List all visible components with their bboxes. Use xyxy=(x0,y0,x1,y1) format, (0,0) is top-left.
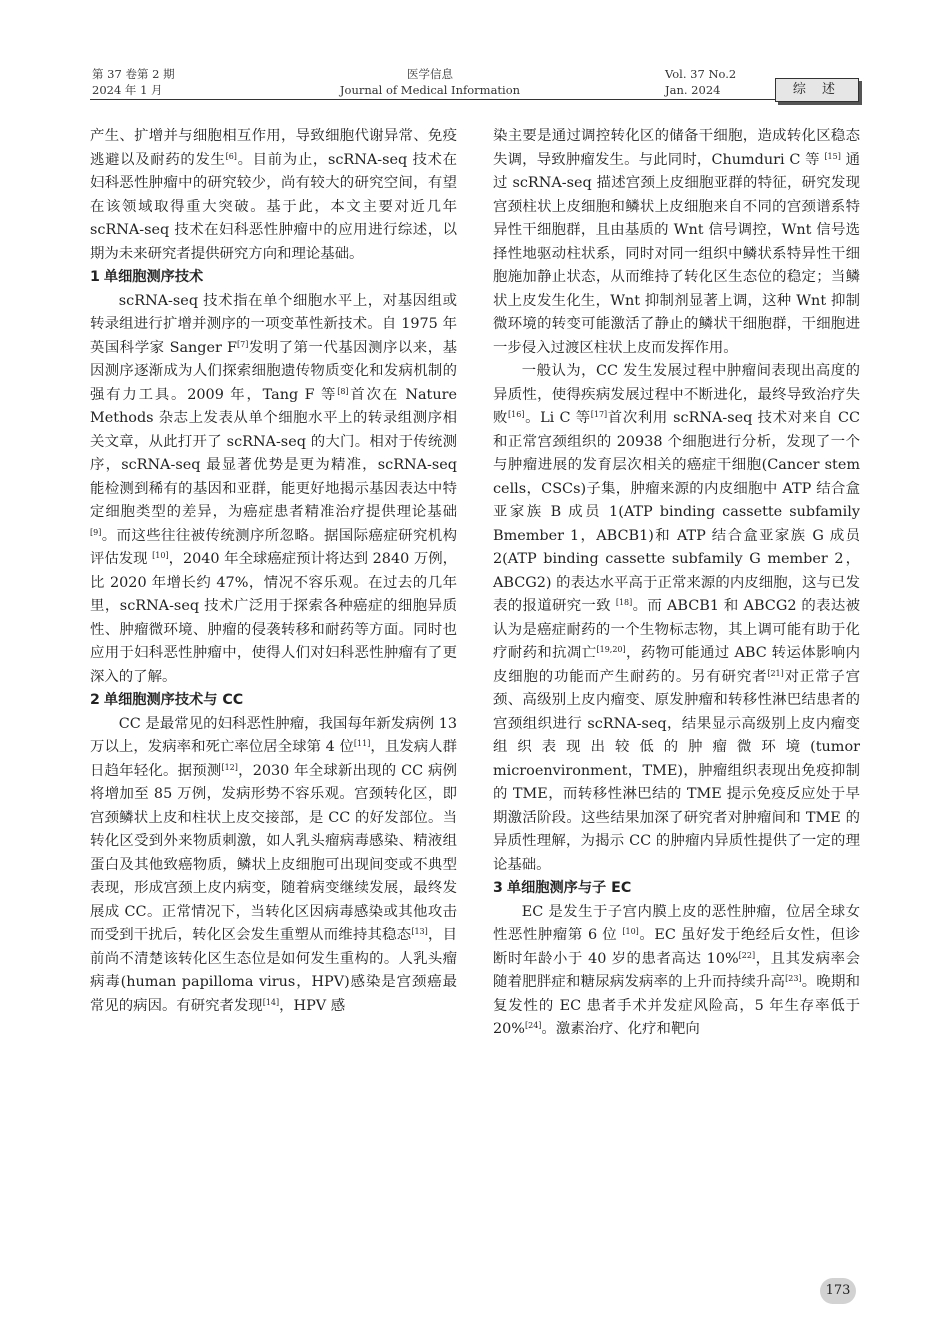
journal-volume-info xyxy=(92,66,175,98)
citation: [11] xyxy=(353,739,371,748)
citation: [10] xyxy=(622,927,639,936)
journal-volume-info-en xyxy=(665,66,736,98)
citation: [21] xyxy=(767,668,784,678)
paragraph: 产生、扩增并与细胞相互作用，导致细胞代谢异常、免疫逃避以及耐药的发生[6]。目前为止，scRNA-seq 技术在妇科恶性肿瘤中的研究较少，尚有较大的研究空间，有望在该领域取得重大突破。基于此，本文主要对近几年 scRNA-seq 技术在妇科恶性肿瘤中的应用进行综述，以期为未来研究者提供研究方向和理论基础。 xyxy=(90,128,457,262)
paragraph: EC 是发生于子宫内膜上皮的恶性肿瘤，位居全球女性恶性肿瘤第 6 位 [10]。EC 虽好发于绝经后女性，但诊断时年龄小于 40 岁的患者高达 10%[22]，且其发病率会随着肥胖症和糖尿病发病率的上升而持续升高[23]。晚期和复发性的 EC 患者手术并发症风险高，5 年生存率低于 20%[24]。激素治疗、化疗和靶向 xyxy=(493,903,860,1037)
citation: [8] xyxy=(337,386,349,396)
citation: [13] xyxy=(411,927,428,936)
paragraph: CC 是最常见的妇科恶性肿瘤，我国每年新发病例 13 万以上，发病率和死亡率位居全球第 4 位[11]，且发病人群日趋年轻化。据预测[12]，2030 年全球新出现的 CC 病例将增加至 85 万例，发病形势不容乐观。宫颈转化区，即宫颈鳞状上皮和柱状上皮交接部，是 CC 的好发部位。当转化区受到外来物质刺激，如人乳头瘤病毒感染、精液组蛋白及其他致癌物质，鳞状上皮细胞可出现间变或不典型表现，形成宫颈上皮内病变，随着病变继续发展，最终发展成 CC。正常情况下，当转化区因病毒感染或其他攻击而受到干扰后，转化区会发生重塑从而维持其稳态[13]，目前尚不清楚该转化区生态位是如何发生重构的。人乳头瘤病毒(human papilloma virus，HPV)感染是宫颈癌最常见的病因。有研究者发现[14]，HPV 感 xyxy=(90,715,457,1014)
paragraph: scRNA-seq 技术指在单个细胞水平上，对基因组或转录组进行扩增并测序的一项变革性新技术。自 1975 年英国科学家 Sanger F[7]发明了第一代基因测序以来，基因测序逐渐成为人们探索细胞遗传物质变化和发病机制的强有力工具。2009 年，Tang F 等[8]首次在 Nature Methods 杂志上发表从单个细胞水平上的转录组测序相关文章，从此打开了 scRNA-seq 的大门。相对于传统测序，scRNA-seq 最显著优势是更为精准，scRNA-seq 能检测到稀有的基因和亚群，能更好地揭示基因表达中特定细胞类型的差异，为癌症患者精准治疗提供理论基础[9]。而这些往往被传统测序所忽略。据国际癌症研究机构评估发现 [10]，2040 年全球癌症预计将达到 2840 万例，比 2020 年增长约 47%，情况不容乐观。在过去的几年里，scRNA-seq 技术广泛用于探索各种癌症的细胞异质性、肿瘤微环境、肿瘤的侵袭转移和耐药等方面。同时也应用于妇科恶性肿瘤中，使得人们对妇科恶性肿瘤有了更深入的了解。 xyxy=(90,292,458,685)
citation: [22] xyxy=(738,950,756,960)
citation: [9] xyxy=(90,527,102,537)
paragraph: 染主要是通过调控转化区的储备干细胞，造成转化区稳态失调，导致肿瘤发生。与此同时，Chumduri C 等 [15] 通过 scRNA-seq 描述宫颈上皮细胞亚群的特征，研究发现宫颈柱状上皮细胞和鳞状上皮细胞来自不同的宫颈谱系特异性干细胞群，且由基质的 Wnt 信号调控，Wnt 信号选择性地驱动柱状系，同时对同一组织中鳞状系特异性干细胞施加静止状态，从而维持了转化区生态位的稳定；当鳞状上皮发生化生，Wnt 抑制剂显著上调，这种 Wnt 抑制微环境的转变可能激活了静止的鳞状干细胞群，干细胞进一步侵入过渡区柱状上皮而发挥作用。 xyxy=(493,128,860,356)
issue-date: 2024 年 1 月 xyxy=(92,83,163,97)
journal-title xyxy=(330,66,530,98)
citation: [14] xyxy=(262,997,280,1007)
citation: [16] xyxy=(508,410,525,419)
header-rule xyxy=(90,99,775,100)
citation: [10] xyxy=(152,551,169,560)
issue-date-en: Jan. 2024 xyxy=(665,83,721,97)
citation: [12] xyxy=(221,762,238,772)
journal-title-cn: 医学信息 xyxy=(407,67,453,81)
citation: [19,20] xyxy=(596,645,626,654)
journal-title-en: Journal of Medical Information xyxy=(339,83,521,97)
section-heading-1: 1 单细胞测序技术 xyxy=(90,269,204,285)
page-number: 173 xyxy=(820,1278,856,1304)
citation: [18] xyxy=(615,598,633,607)
section-heading-3: 3 单细胞测序与子 EC xyxy=(493,880,632,896)
citation: [23] xyxy=(785,974,802,983)
section-heading-2: 2 单细胞测序技术与 CC xyxy=(90,692,244,708)
citation: [24] xyxy=(525,1021,542,1030)
section-tag: 综 述 xyxy=(775,78,859,102)
citation: [7] xyxy=(237,339,249,349)
citation: [17] xyxy=(590,410,608,419)
citation: [6] xyxy=(225,151,237,161)
volume-issue-en: Vol. 37 No.2 xyxy=(665,67,737,81)
citation: [15] xyxy=(824,151,841,161)
right-column xyxy=(493,125,860,1042)
paragraph: 一般认为，CC 发生发展过程中肿瘤间表现出高度的异质性，使得疾病发展过程中不断进化，最终导致治疗失败[16]。Li C 等[17]首次利用 scRNA-seq 技术对来自 CC 和正常宫颈组织的 20938 个细胞进行分析，发现了一个与肿瘤进展的发育层次相关的癌症干细胞(Cancer stem cells，CSCs)子集，肿瘤来源的内皮细胞中 ATP 结合盒亚家族 B 成员 1(ATP binding cassette subfamily Bmember 1，ABCB1)和 ATP 结合盒亚家族 G 成员 2(ATP binding cassette subfamily G member 2，ABCG2) 的表达水平高于正常来源的内皮细胞，这与已发表的报道研究一致 [18]。而 ABCB1 和 ABCG2 的表达被认为是癌症耐药的一个生物标志物，其上调可能有助于化疗耐药和抗凋亡[19,20]，药物可能通过 ABC 转运体影响内皮细胞的功能而产生耐药的。另有研究者[21]对正常子宫颈、高级别上皮内瘤变、原发肿瘤和转移性淋巴结患者的宫颈组织进行 scRNA-seq，结果显示高级别上皮内瘤变组织表现出较低的肿瘤微环境(tumor microenvironment，TME)，肿瘤组织表现出免疫抑制的 TME，而转移性淋巴结的 TME 提示免疫反应处于早期激活阶段。这些结果加深了研究者对肿瘤间和 TME 的异质性理解，为揭示 CC 的肿瘤内异质性提供了一定的理论基础。 xyxy=(493,363,861,873)
left-column xyxy=(90,125,457,1018)
volume-issue: 第 37 卷第 2 期 xyxy=(92,67,175,81)
